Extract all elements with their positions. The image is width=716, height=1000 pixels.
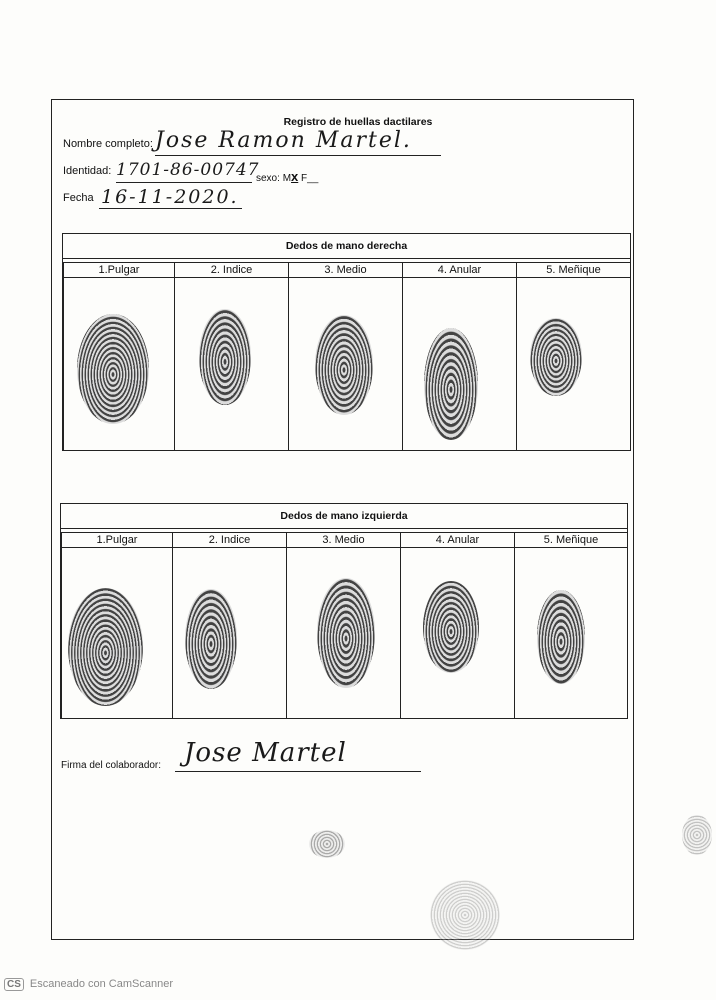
right-finger-3 xyxy=(288,262,402,450)
right-finger-1 xyxy=(63,262,174,450)
left-finger-5 xyxy=(514,532,627,718)
fingerprint-image xyxy=(317,578,375,688)
fingerprint-image xyxy=(424,328,478,440)
fingerprint-image xyxy=(185,589,237,689)
id-label: Identidad: xyxy=(63,165,112,177)
signature-underline xyxy=(175,771,421,772)
finger-label: 1.Pulgar xyxy=(64,262,174,278)
finger-label: 4. Anular xyxy=(401,532,514,548)
sex-mark: x xyxy=(291,169,299,184)
date-underline xyxy=(99,208,242,209)
finger-label: 2. Indice xyxy=(175,262,288,278)
fingerprint-image xyxy=(77,314,149,424)
signature-label: Firma del colaborador: xyxy=(61,760,162,771)
form-title: Registro de huellas dactilares xyxy=(283,116,433,128)
left-finger-1 xyxy=(61,532,172,718)
left-hand-table xyxy=(60,503,628,719)
name-value: Jose Ramon Martel. xyxy=(155,128,412,153)
signature-value: Jose Martel xyxy=(184,738,347,768)
ink-smudge xyxy=(430,880,500,950)
left-finger-2 xyxy=(172,532,286,718)
name-label: Nombre completo: xyxy=(63,138,153,150)
finger-label: 3. Medio xyxy=(289,262,402,278)
camscanner-logo: CS xyxy=(4,978,24,991)
right-hand-table xyxy=(62,233,631,451)
fingerprint-image xyxy=(530,318,582,396)
right-finger-4 xyxy=(402,262,516,450)
left-hand-caption: Dedos de mano izquierda xyxy=(61,504,627,529)
date-value: 16-11-2020. xyxy=(101,186,239,208)
name-underline xyxy=(155,155,441,156)
right-hand-caption: Dedos de mano derecha xyxy=(63,234,630,259)
fingerprint-image xyxy=(423,581,479,673)
id-value: 1701-86-00747 xyxy=(116,160,260,180)
finger-label: 4. Anular xyxy=(403,262,516,278)
watermark-text: Escaneado con CamScanner xyxy=(29,978,173,990)
sex-field: sexo: Mx F__ xyxy=(256,169,319,184)
scanner-watermark xyxy=(4,978,173,991)
ink-smudge xyxy=(682,815,712,855)
finger-label: 3. Medio xyxy=(287,532,400,548)
fingerprint-image xyxy=(315,315,373,415)
fingerprint-image xyxy=(537,590,585,684)
date-label: Fecha xyxy=(63,192,94,204)
id-underline xyxy=(116,182,252,183)
fingerprint-image xyxy=(68,588,143,706)
finger-label: 1.Pulgar xyxy=(62,532,172,548)
left-finger-4 xyxy=(400,532,514,718)
right-finger-5 xyxy=(516,262,630,450)
right-finger-2 xyxy=(174,262,288,450)
fingerprint-image xyxy=(199,309,251,405)
finger-label: 2. Indice xyxy=(173,532,286,548)
finger-label: 5. Meñique xyxy=(517,262,630,278)
ink-smudge xyxy=(309,830,345,858)
left-finger-3 xyxy=(286,532,400,718)
finger-label: 5. Meñique xyxy=(515,532,627,548)
